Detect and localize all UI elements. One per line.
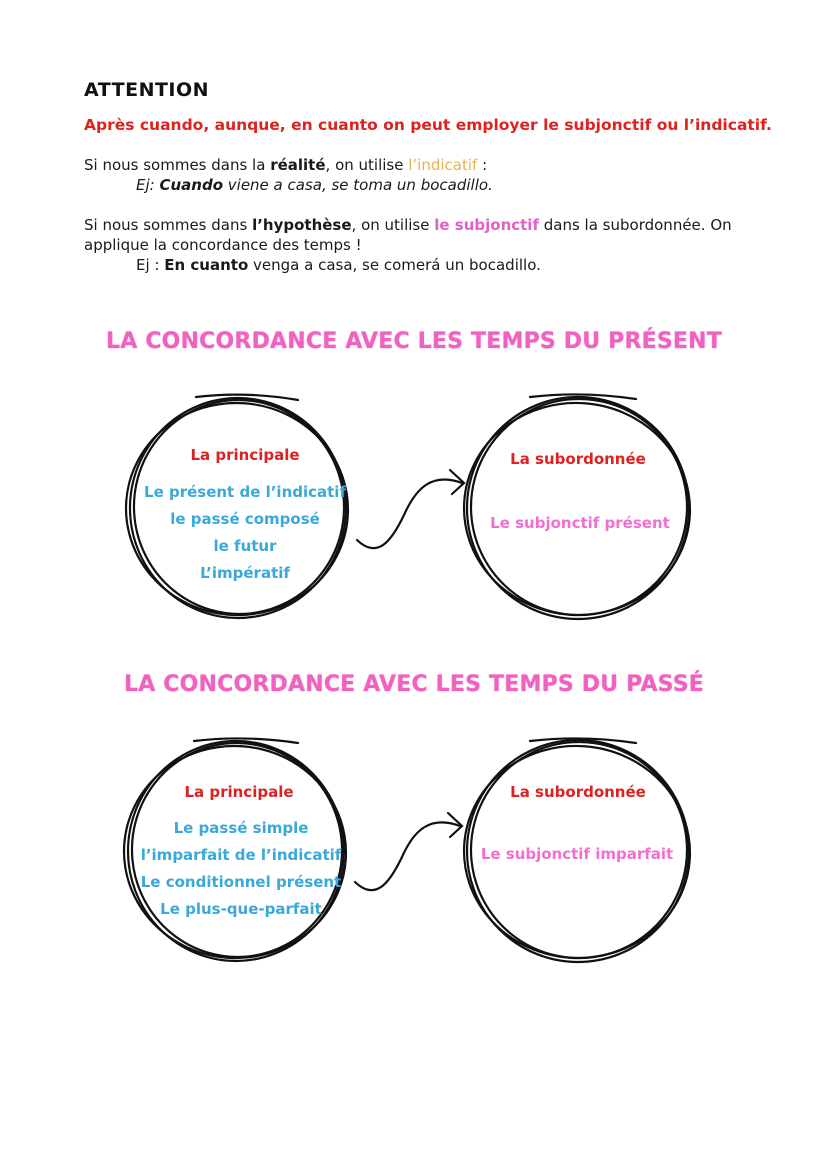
past-principal-item: l’imparfait de l’indicatif xyxy=(140,846,342,864)
present-arrow xyxy=(357,479,462,548)
hypothesis-paragraph xyxy=(84,215,748,275)
reality-example: Ej: Cuando viene a casa, se toma un bocadillo. xyxy=(136,176,493,194)
reality-paragraph xyxy=(84,155,748,195)
rule-sentence: Après cuando, aunque, en cuanto on peut employer le subjonctif ou l’indicatif. xyxy=(84,116,772,134)
present-subordinate-item: Le subjonctif présent xyxy=(490,514,670,532)
present-principal-label: La principale xyxy=(190,446,300,464)
present-subordinate-label: La subordonnée xyxy=(510,450,646,468)
past-principal-item: Le conditionnel présent xyxy=(140,873,342,891)
past-principal-item: Le plus-que-parfait xyxy=(160,900,322,918)
attention-heading: ATTENTION xyxy=(84,79,210,101)
hypothesis-example: Ej : En cuanto venga a casa, se comerá un bocadillo. xyxy=(136,256,541,274)
present-principal-item: L’impératif xyxy=(200,564,290,582)
past-section-title: LA CONCORDANCE AVEC LES TEMPS DU PASSÉ xyxy=(123,672,705,697)
present-section-title: LA CONCORDANCE AVEC LES TEMPS DU PRÉSENT xyxy=(106,329,722,354)
past-arrow xyxy=(355,822,460,890)
past-subordinate-label: La subordonnée xyxy=(510,783,646,801)
present-principal-item: Le présent de l’indicatif xyxy=(144,483,346,501)
present-subordinate-circle xyxy=(457,388,698,625)
reality-intro: Si nous sommes dans la réalité, on utilise l’indicatif : xyxy=(84,156,488,174)
present-principal-item: le futur xyxy=(213,537,277,555)
past-principal-item: Le passé simple xyxy=(173,819,309,837)
past-principal-label: La principale xyxy=(184,783,294,801)
present-principal-circle xyxy=(119,390,355,625)
hypothesis-intro: Si nous sommes dans l’hypothèse, on utilise le subjonctif dans la subordonnée. On applique la concordance des temps ! xyxy=(84,216,732,254)
present-principal-item: le passé composé xyxy=(170,510,320,528)
past-subordinate-item: Le subjonctif imparfait xyxy=(480,845,674,863)
